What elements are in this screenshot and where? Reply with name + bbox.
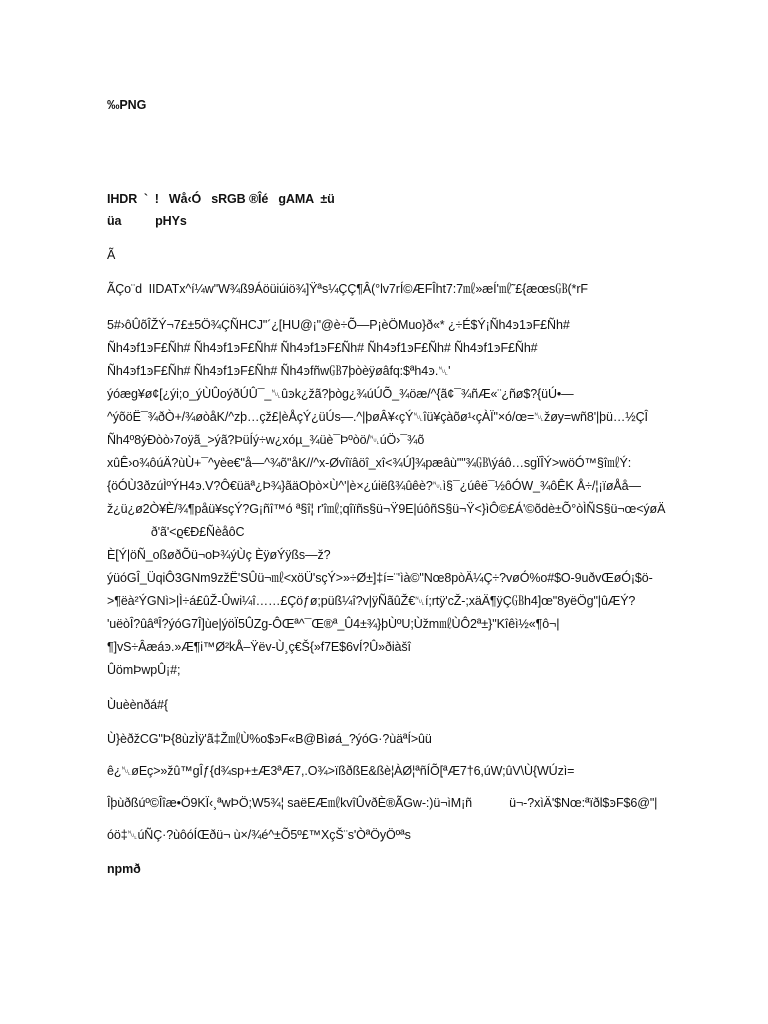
text-line: Ùuèènðá#{	[107, 698, 168, 712]
text-line: ž¿ü¿ø2Ò¥È/¾¶påü¥sçÝ?G¡ñî™ó ª§î¦ r'î㎖;qîïñs§ü¬Ÿ9E|úôñS§ü¬Ÿ<}ìÔ©£Á'©õdè±Õ°òÌÑS§ü¬œ<ýøÄ	[107, 502, 666, 516]
text-line: Ñh4º8ýÐòò›7oÿã_>ýã?ÞüÍý÷w¿xóµ_¾üè¯Þºòö/␀úÖ›¯¾õ	[107, 433, 425, 447]
text-line: ‰PNG	[107, 98, 147, 112]
text-line: xûÊ›o¾ôúÄ?ùÙ+¯^yèe€"å—^¾õ"åK//^x-Øvîïâöî_xî<¾Ú]¾pæâù""¾㎇\ýáô…sgÏÎÝ>wöÓ™§î㎖Ý:	[107, 456, 632, 470]
text-line: óö‡␀úÑÇ·?ùôóÍŒðü¬ ù×/¾é^±Õ5º£™XçŠ¨s'ÒªÖyÖºªs	[107, 828, 411, 842]
text-line: npmð	[107, 862, 141, 876]
text-line: >¶ëà²ÝGNì>|Ì÷á£ûŽ-Ûwi¼î……£Çöƒø;püß¼î?v|ÿÑãûŽ€␀í;rtÿ'cŽ-;xäÄ¶ÿÇ㎇h4]œ"8yëÖg"|ûÆÝ?	[107, 594, 636, 608]
text-line: Îþùðßúº©Îîæ•Ö9KÏ‹¸ªwÞÖ;W5¾¦ saëEÆ㎖kvîÛvðÈ®ÃGw-:)ü¬ìM¡ñ ü¬-?xìÄ'$Nœ:ªïðl$ꜿF$6@"|	[107, 796, 658, 810]
text-line: Ã	[107, 248, 116, 262]
text-line: 5#›ôÛõÎŽÝ¬7£±5Ö¾ÇÑHCJ"´¿[HU@¡"@è÷Õ—P¡èÖMuo}ð«* ¿÷É$Ý¡Ñh4ꜿ1ꜿF£Ñh#	[107, 318, 570, 332]
text-line: ýóæg¥ø¢[¿ýi;o_ýÙÛoýðÚÛ¯_␀ûꜿk¿žã?þòg¿¾úÚÕ_¾öæ/^{ã¢¯¾ñÆ«¨¿ñø$?{üÚ•—	[107, 387, 574, 401]
text-line: È[Ý|öÑ_oßøðÕü¬oÞ¾ýÙç ÈÿøÝÿßs—ž?	[107, 548, 331, 562]
text-line: ÛömÞwpÛ¡#;	[107, 663, 181, 677]
text-line: Ñh4ꜿf1ꜿF£Ñh# Ñh4ꜿf1ꜿF£Ñh# Ñh4ꜿfñw㎇7þòèÿøâfq:$ªh4ꜿ.␀'	[107, 364, 451, 378]
text-line: IHDR ` ! Wå‹Ó sRGB ®Îé gAMA ±ü	[107, 192, 335, 206]
text-line: 'uëòÎ?ûâªÎ?ýóG7Î]ùe|ýöÏ5ÛZg-ÔŒª^¯Œ®ª_Û4±¾}þÙºU;Ùžm㎖ÙÔ2ª±}"Kîêì½«¶ô¬|	[107, 617, 560, 631]
text-line: Ñh4ꜿf1ꜿF£Ñh# Ñh4ꜿf1ꜿF£Ñh# Ñh4ꜿf1ꜿF£Ñh# Ñh4ꜿf1ꜿF£Ñh# Ñh4ꜿf1ꜿF£Ñh#	[107, 341, 538, 355]
text-line: ð'ã'<ϱ€Ð£ÑèåôC	[107, 525, 245, 539]
text-line: üa pHYs	[107, 214, 187, 228]
text-line: ÃÇo¨d IIDATx^í¼w"W¾ß9Áöüiúiö¾]Ÿªs¼ÇÇ¶Â(°lv7rÍ©ÆFÎht7:7㎖»æÍ'㎖˜£{æœs㎇(*rF	[107, 282, 588, 296]
text-line: Ù}èðžCG"Þ{8ùzÌÿ'ã‡Ž㎖Ù%o$ꜿF«B@Bìøá_?ýóG·?ùäªÍ>ûü	[107, 732, 432, 746]
text-line: ê¿␀øEç>»žû™gÎƒ{d¾sp+±Æ3ªÆ7,.O¾>ïßðßE&ßè¦ÀØ¦ªñÍÕ[ªÆ7†6,úW;ûV\Ù{WÚzì=	[107, 764, 575, 778]
text-line: ýüóGÎ_ÜqiÔ3GNm9zžË'SÛü¬㎖<xöÜ'sçÝ>»÷Ø±]‡í=¨'ìà©"Nœ8pòÄ¼Ç÷?vøÓ%o#$O-9uðvŒøÓ¡$ö-	[107, 571, 653, 585]
text-line: ¶]vS÷Âæáꜿ.»Æ¶i™Ø²kÅ–Ÿëv-Ù¸ç€Š{»f7E$6vÍ?Û»ðiàšî	[107, 640, 411, 654]
text-line: ^ýõöË¯¾ðÒ+/¾øòåK/^zþ…çž£|èÅçÝ¿üÚs—.^|þøÂ¥‹çÝ␀îü¥çàõø¹‹çÀÏ"×ó/œ=␀žøy=wñ8'|þü…½ÇÎ	[107, 410, 648, 424]
text-line: {öÓÙ3ðzúÌºÝH4ꜿ.V?Ô€üäª¿Þ¾}ãäOþò×Ù^'|è×¿úiëß¾ûêè?␀ì§¯¿úêë¯½ôÓW_¾ôÊK Å÷/¦¡ïøÅå—	[107, 479, 641, 493]
